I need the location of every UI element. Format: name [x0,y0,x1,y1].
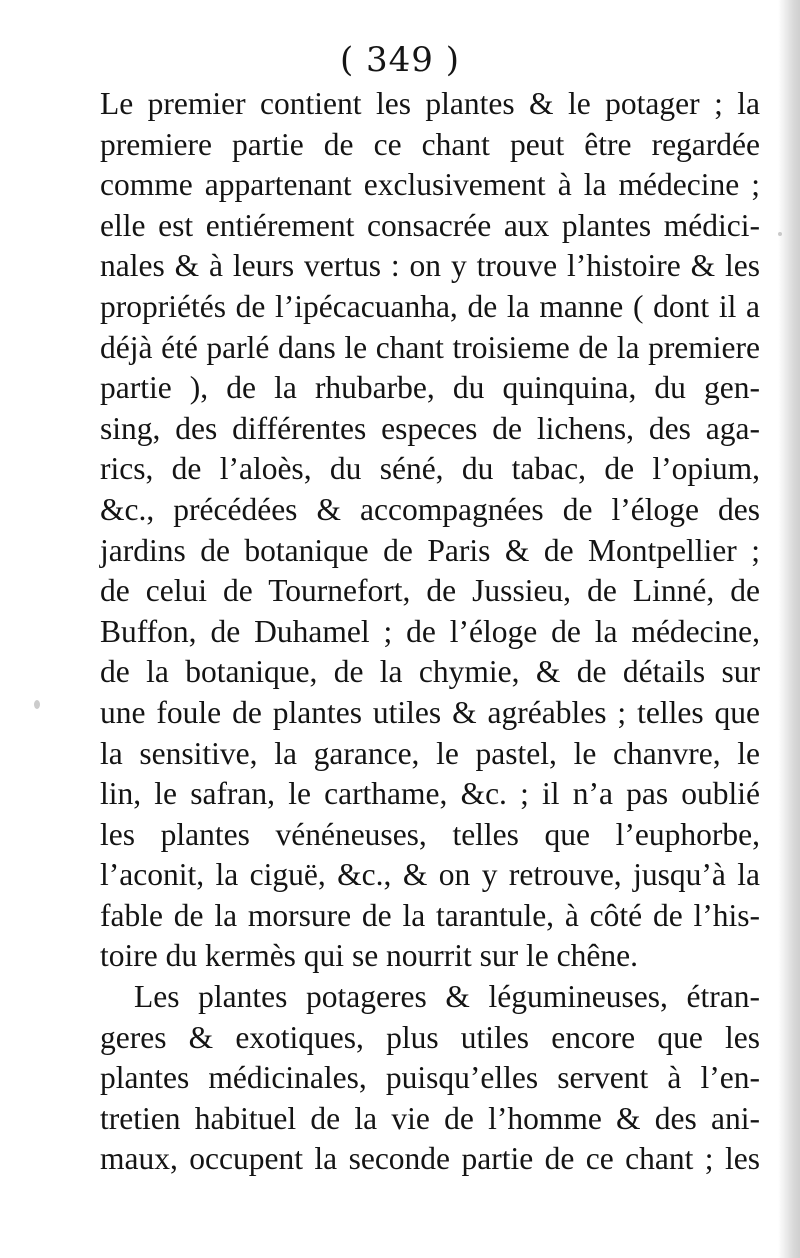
text-line: Le premier contient les plantes & le potager ; la [100,86,760,121]
text-line: Buffon, de Duhamel ; de l’éloge de la médecine, [100,613,760,649]
text-line: la sensitive, la garance, le pastel, le chanvre, le [100,735,760,771]
text-line: sing, des différentes especes de lichens, des aga- [100,410,760,446]
text-line: rics, de l’aloès, du séné, du tabac, de l’opium, [100,451,760,487]
text-line: geres & exotiques, plus utiles encore que les [100,1019,760,1055]
text-line: lin, le safran, le carthame, &c. ; il n’a pas oublié [100,776,760,812]
text-line: plantes médicinales, puisqu’elles servent à l’en- [100,1060,760,1096]
text-line: de la botanique, de la chymie, & de détails sur [100,654,760,690]
paper-speck [778,232,782,236]
text-line: propriétés de l’ipécacuanha, de la manne ( dont il a [100,288,760,324]
text-line: elle est entiérement consacrée aux plantes médici- [100,207,760,243]
text-line: les plantes vénéneuses, telles que l’euphorbe, [100,816,760,852]
page-edge-shadow [778,0,800,1258]
text-line: &c., précédées & accompagnées de l’éloge des [100,491,760,527]
text-line: Les plantes potageres & légumineuses, étran- [134,979,760,1015]
text-line: partie ), de la rhubarbe, du quinquina, du gen- [100,370,760,406]
text-line: de celui de Tournefort, de Jussieu, de Linné, de [100,573,760,609]
paragraph-1 [100,84,760,977]
text-line: une foule de plantes utiles & agréables ; telles que [100,694,760,730]
text-line: fable de la morsure de la tarantule, à côté de l’his- [100,897,760,933]
page-number: ( 349 ) [339,40,461,80]
text-line: l’aconit, la ciguë, &c., & on y retrouve, jusqu’à la [100,857,760,893]
text-line: jardins de botanique de Paris & de Montpellier ; [100,532,760,568]
paper-speck [34,700,40,709]
text-line: tretien habituel de la vie de l’homme & des ani- [100,1100,760,1136]
body-text [100,84,760,1180]
text-line: comme appartenant exclusivement à la médecine ; [100,167,760,203]
text-line: toire du kermès qui se nourrit sur le chêne. [100,938,638,974]
paragraph-2 [100,977,760,1180]
text-line: nales & à leurs vertus : on y trouve l’histoire & les [100,248,760,284]
text-line: déjà été parlé dans le chant troisieme de la premiere [100,329,760,365]
text-line: maux, occupent la seconde partie de ce chant ; les [100,1141,760,1177]
text-line: premiere partie de ce chant peut être regardée [100,126,760,162]
